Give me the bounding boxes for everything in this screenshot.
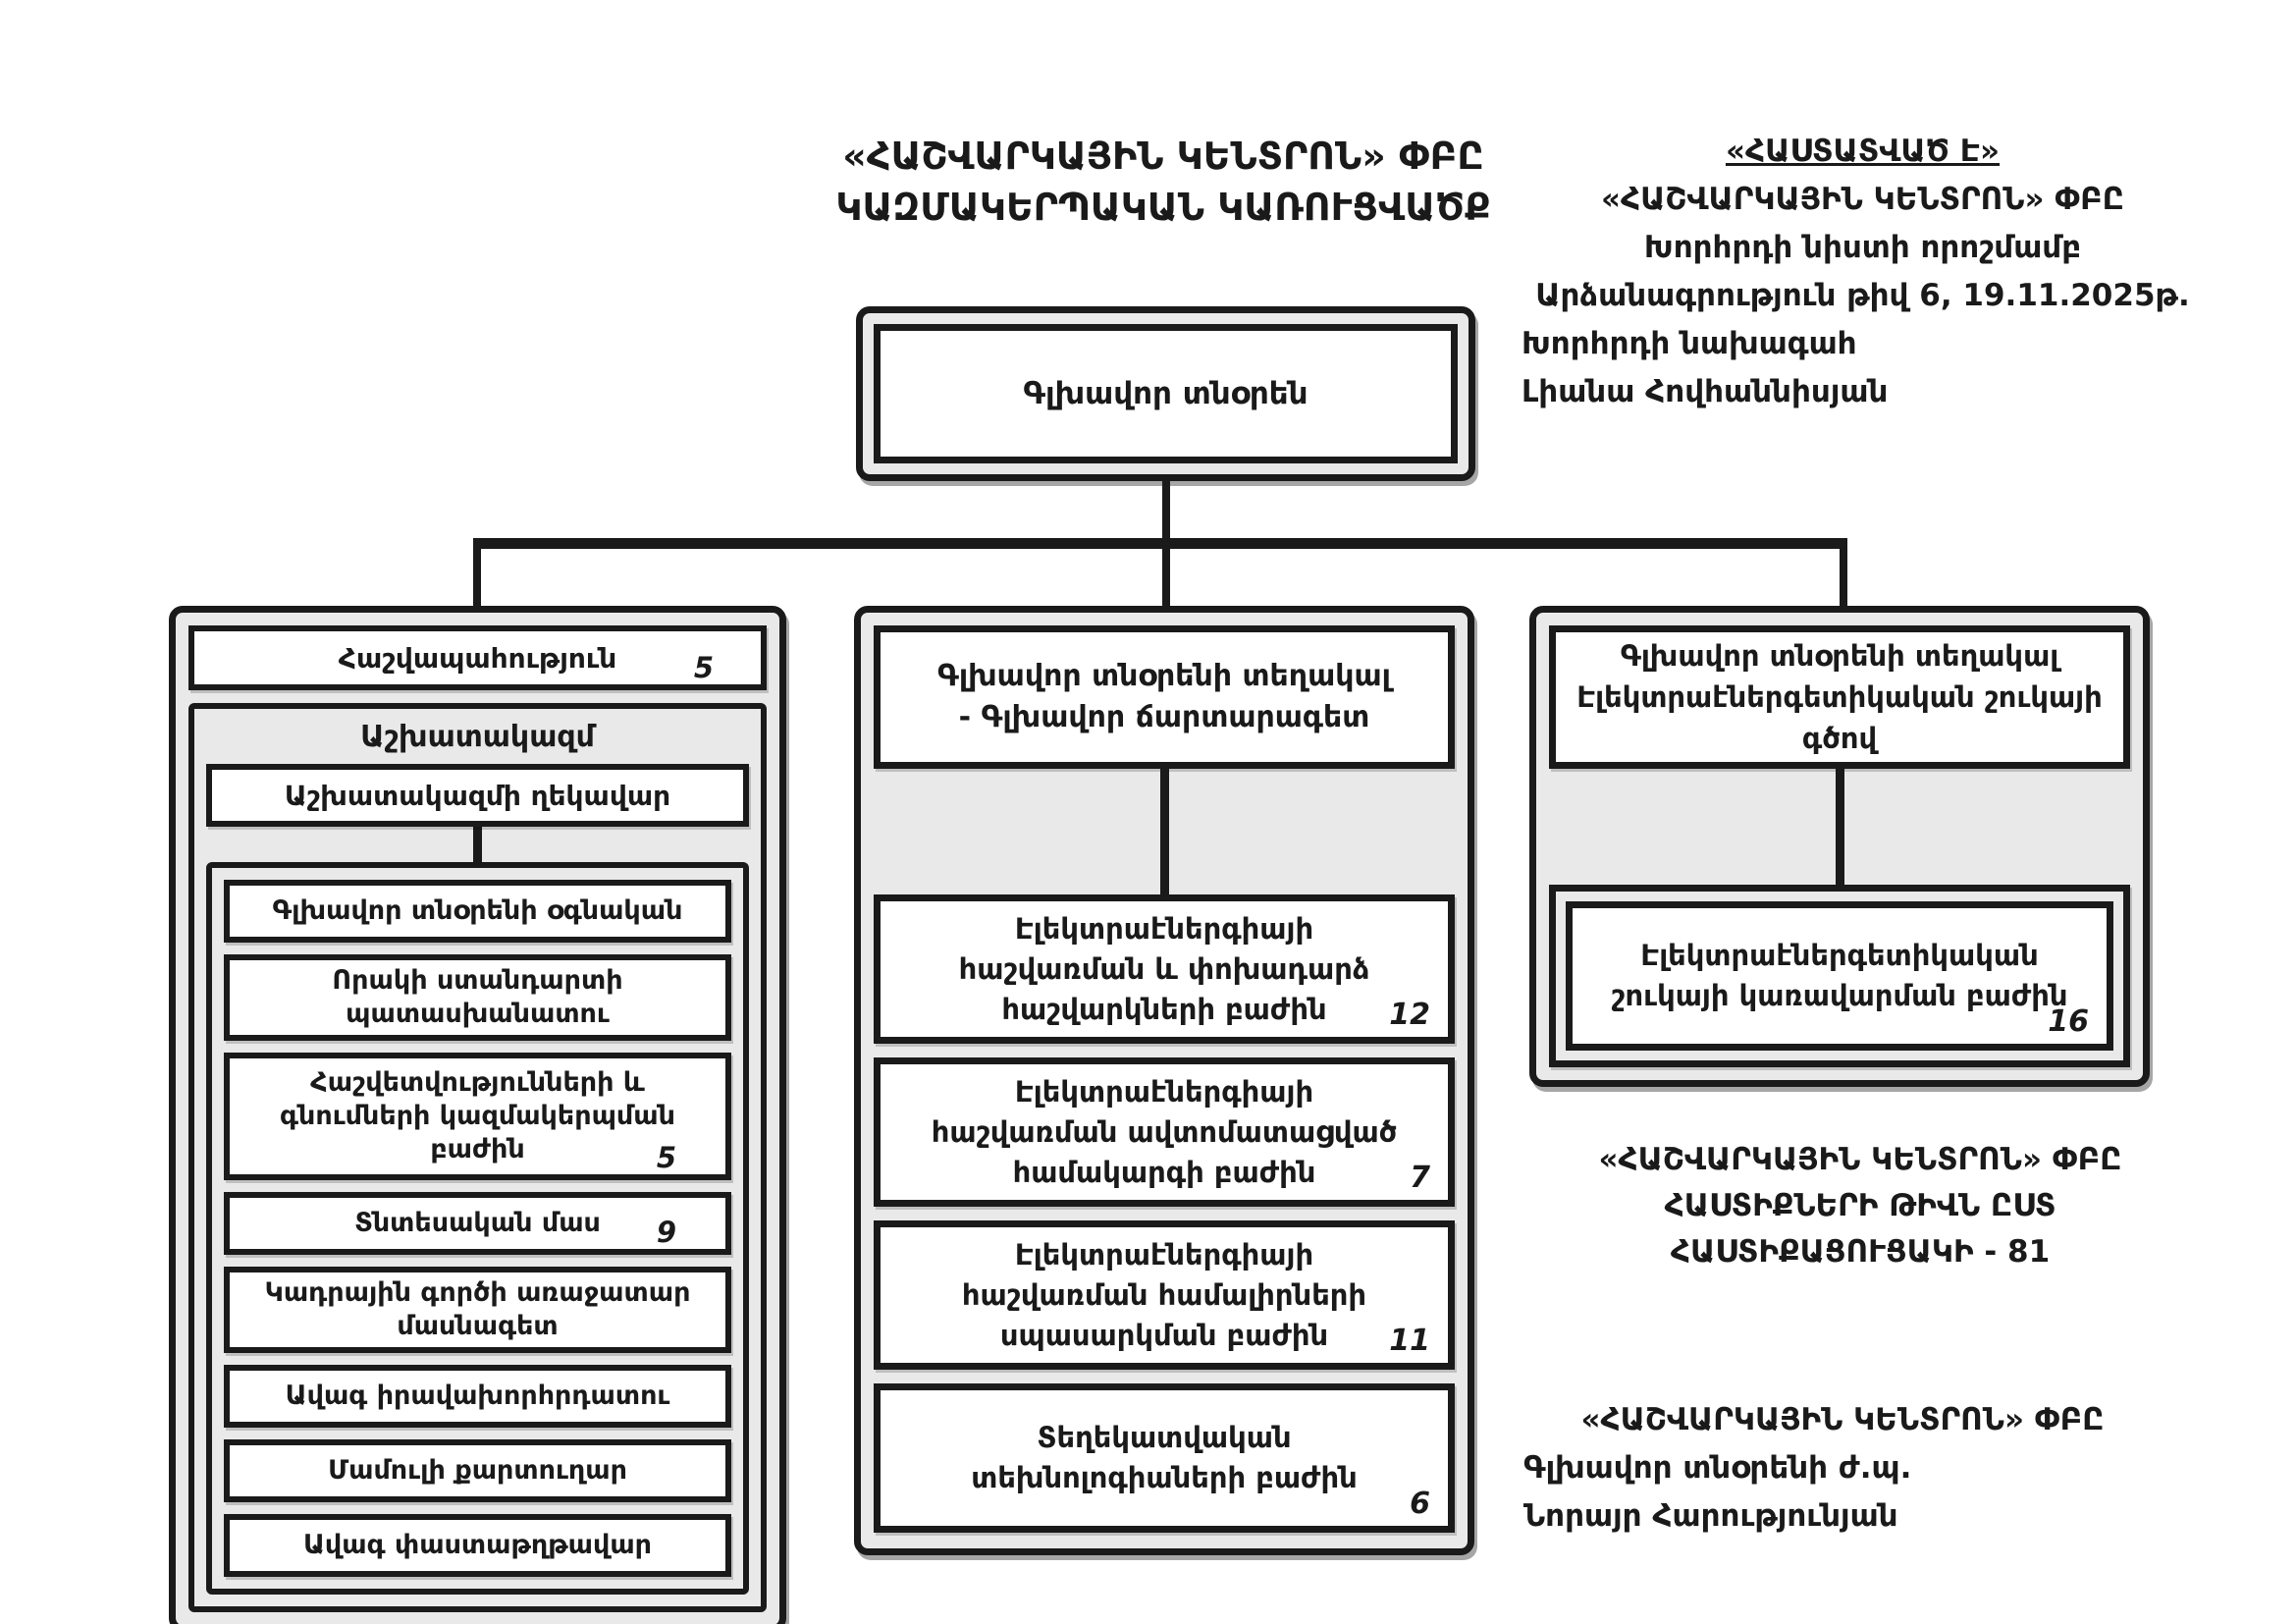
staff-panel [188,703,767,1612]
accounting-count: 5 [693,651,714,684]
deputy-energy-market-label: Գլխավոր տնօրենի տեղակալ Էլեկտրաէներգետիկական շուկայի գծով [1576,639,2103,755]
department-label: Էլեկտրաէներգիայի հաշվառման ավտոմատացված համակարգի բաժին [931,1074,1398,1189]
staff-item-label: Ավագ փաստաթղթավար [302,1530,653,1560]
deputy-energy-market-box [1549,625,2130,769]
department-count: 11 [1389,1324,1430,1358]
connector-staff-vertical [473,827,482,862]
staff-item [224,1365,731,1428]
accounting-label: Հաշվապահություն [338,641,617,675]
signature-role: Գլխավոր տնօրենի ժ.պ. [1523,1450,1912,1486]
approval-protocol: Արձանագրություն թիվ 6, 19.11.2025թ. [1535,278,2190,313]
staff-head-label: Աշխատակազմի ղեկավար [284,779,671,812]
approval-company: «ՀԱՇՎԱՐԿԱՅԻՆ ԿԵՆՏՐՈՆ» ՓԲԸ [1600,182,2125,217]
approval-chairman-title: Խորհրդի նախագահ [1522,326,1857,361]
staff-item-label: Տնտեսական մաս [354,1208,601,1238]
page-title-line1: «ՀԱՇՎԱՐԿԱՅԻՆ ԿԵՆՏՐՈՆ» ՓԲԸ [842,135,1484,178]
director-box-inner [874,324,1458,463]
department-count: 16 [2048,1004,2089,1039]
staff-item-label: Հաշվետվությունների և գնումների կազմակերպման բաժին [280,1067,675,1164]
connector-drop-center [1162,538,1170,609]
department-count: 7 [1410,1161,1430,1195]
department-label: Էլեկտրաէներգետիկական շուկայի կառավարման բաժին [1611,939,2068,1012]
director-box [856,306,1475,481]
accounting-box [188,625,767,690]
connector-trunk-vertical [1162,479,1170,543]
department-box [874,894,1455,1044]
market-department-box [1549,885,2130,1067]
connector-zone-center [874,769,1455,894]
department-label: Տեղեկատվական տեխնոլոգիաների բաժին [971,1421,1358,1494]
page-title [805,131,1522,233]
market-department-box-inner [1566,901,2113,1051]
page-title-line2: ԿԱԶՄԱԿԵՐՊԱԿԱՆ ԿԱՌՈՒՑՎԱԾՔ [835,186,1491,229]
staff-item [224,1192,731,1255]
staff-item [224,1514,731,1577]
staffing-note-line2: ՀԱՍՏԻՔՆԵՐԻ ԹԻՎՆ ԸՍՏ [1664,1188,2056,1223]
center-column-panel [854,606,1474,1555]
staff-item-count: 5 [656,1141,676,1174]
staffing-note-line3: ՀԱՍՏԻՔԱՑՈՒՑԱԿԻ - 81 [1670,1234,2051,1270]
staff-item [224,1267,731,1353]
left-column-panel [169,606,786,1624]
connector-horizontal-bar [473,538,1847,549]
staff-item-label: Ավագ իրավախորհրդատու [285,1380,670,1411]
approval-decision: Խորհրդի նիստի որոշմամբ [1643,230,2082,265]
connector-drop-right [1840,538,1847,609]
department-label: Էլեկտրաէներգիայի հաշվառման համալիրների սպասարկման բաժին [961,1237,1367,1352]
deputy-chief-engineer-box [874,625,1455,769]
staff-title: Աշխատակազմ [360,719,595,754]
signature-name: Նորայր Հարությունյան [1523,1498,1898,1534]
department-label: Էլեկտրաէներգիայի հաշվառման և փոխադարձ հաշվարկների բաժին [958,911,1370,1026]
staff-item [224,1053,731,1180]
connector-center-vertical [1160,769,1169,894]
right-column-panel [1529,606,2150,1087]
staff-item-label: Որակի ստանդարտի պատասխանատու [332,965,623,1029]
department-count: 12 [1389,998,1430,1032]
department-box [874,1220,1455,1370]
staff-head-box [206,764,749,827]
signature-block [1523,1396,2162,1541]
department-box [874,1383,1455,1533]
staff-item-label: Մամուլի քարտուղար [328,1455,627,1486]
staff-item-label: Գլխավոր տնօրենի օգնական [272,895,683,926]
department-count: 6 [1410,1487,1430,1521]
staffing-note [1551,1137,2169,1275]
staff-item [224,954,731,1041]
staff-item [224,1439,731,1502]
connector-right-vertical [1836,769,1844,885]
approval-chairman-name: Լիանա Հովհաննիսյան [1522,374,1889,409]
connector-zone-right [1549,769,2130,885]
staff-item-label: Կադրային գործի առաջատար մասնագետ [264,1277,691,1341]
staff-item [224,880,731,943]
connector-drop-left [473,538,481,609]
deputy-chief-engineer-label: Գլխավոր տնօրենի տեղակալ - Գլխավոր ճարտարագետ [937,659,1391,734]
department-box [874,1057,1455,1207]
signature-company: «ՀԱՇՎԱՐԿԱՅԻՆ ԿԵՆՏՐՈՆ» ՓԲԸ [1580,1402,2105,1437]
director-label: Գլխավոր տնօրեն [1023,376,1308,411]
approval-block [1522,128,2204,416]
approval-heading: «ՀԱՍՏԱՏՎԱԾ Է» [1725,134,2001,169]
staff-item-count: 9 [656,1216,676,1249]
staffing-note-line1: «ՀԱՇՎԱՐԿԱՅԻՆ ԿԵՆՏՐՈՆ» ՓԲԸ [1598,1142,2122,1177]
staff-list-panel [206,862,749,1595]
